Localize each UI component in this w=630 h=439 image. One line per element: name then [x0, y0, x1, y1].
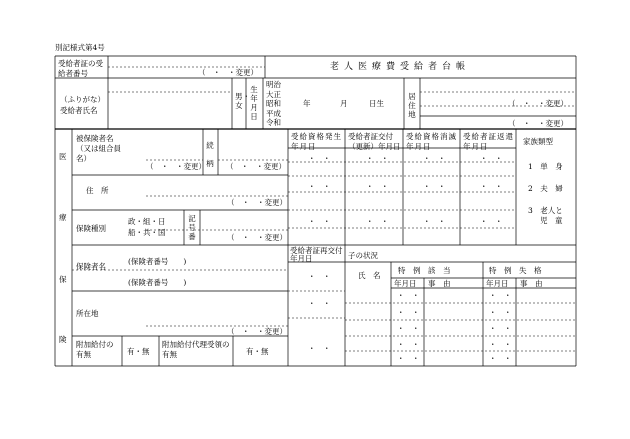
dot-r2c4: ・ ・	[480, 182, 503, 191]
child-dot-b5: ・ ・	[489, 354, 512, 363]
special-lost-label: 特 例 失 格	[489, 266, 542, 275]
dot-r2c2: ・ ・	[366, 182, 389, 191]
col-reissue: 受給者証再交付年月日	[290, 246, 343, 263]
era-meiji: 明治	[266, 80, 281, 89]
insurance-type-row2: 船・共・国	[128, 228, 166, 237]
child-dot-a4: ・ ・	[397, 340, 420, 349]
proxy-value: 有・無	[246, 347, 269, 356]
col-qual-loss: 受給資格消滅年月日	[406, 132, 457, 151]
child-dot-a3: ・ ・	[397, 324, 420, 333]
furigana-label: （ふりがな）	[60, 95, 105, 104]
birth-month-label: 月	[340, 99, 348, 108]
dot-r1c4: ・ ・	[480, 154, 503, 163]
birthdate-label: 生年月日	[250, 85, 258, 121]
family-option-elder-child: 3 老人と	[528, 206, 563, 215]
dot-reissue-3: ・ ・	[308, 344, 331, 353]
proxy-label: 附加給付代理受領の有無	[162, 340, 230, 359]
era-list	[266, 80, 281, 128]
children-name-label: 氏 名	[358, 271, 381, 280]
family-option-couple: 2 夫 婦	[528, 184, 563, 193]
insurer-number-1: (保険者番号 )	[128, 257, 187, 266]
side-label-2: 療	[59, 213, 67, 222]
applicable-reason-label: 事 由	[428, 279, 451, 288]
child-dot-b3: ・ ・	[489, 324, 512, 333]
benefit-value: 有・無	[127, 347, 150, 356]
location-label: 所在地	[76, 309, 99, 318]
applicable-date-label: 年月日	[394, 279, 417, 288]
era-showa: 昭和	[266, 99, 281, 108]
lost-date-label: 年月日	[486, 279, 509, 288]
side-label-3: 保	[59, 275, 67, 284]
dot-r3c4: ・ ・	[480, 217, 503, 226]
birth-year-label: 年	[303, 99, 311, 108]
era-reiwa: 令和	[266, 118, 281, 127]
birth-day-label: 日生	[369, 99, 384, 108]
dot-r2c1: ・ ・	[308, 182, 331, 191]
dot-r3c1: ・ ・	[308, 217, 331, 226]
dot-r2c3: ・ ・	[423, 182, 446, 191]
dot-r1c1: ・ ・	[308, 154, 331, 163]
child-dot-b2: ・ ・	[489, 308, 512, 317]
insurer-number-2: (保険者番号 )	[128, 278, 187, 287]
side-label-1: 医	[59, 152, 67, 161]
lost-reason-label: 事 由	[520, 279, 543, 288]
family-options	[528, 162, 563, 226]
residence-change-1: （ ・ ・変更）	[508, 99, 568, 108]
era-taisho: 大正	[266, 89, 281, 99]
relation-label: 続柄	[206, 141, 214, 168]
child-dot-a2: ・ ・	[397, 308, 420, 317]
form-number: 別記様式第4号	[55, 43, 105, 52]
child-dot-b1: ・ ・	[489, 291, 512, 300]
side-label-4: 険	[59, 335, 67, 344]
dot-reissue-1: ・ ・	[308, 272, 331, 281]
residence-change-2: （ ・ ・変更）	[508, 119, 568, 128]
address-change: （ ・ ・変更）	[227, 198, 287, 207]
family-option-single: 1 単 身	[528, 162, 563, 171]
dot-r3c3: ・ ・	[423, 217, 446, 226]
insurance-type-row1: 政・組・日	[128, 217, 166, 226]
child-dot-a1: ・ ・	[397, 291, 420, 300]
dot-r1c3: ・ ・	[423, 154, 446, 163]
insurance-type-change: （ ・ ・変更）	[227, 233, 287, 242]
recipient-name-label: 受給者氏名	[60, 106, 98, 115]
child-dot-a5: ・ ・	[397, 354, 420, 363]
insured-change: （ ・ ・変更）	[146, 162, 206, 171]
insured-name-label: 被保険者名（又は組合員名）	[76, 134, 121, 163]
family-option-child: 児 童	[540, 216, 563, 225]
insurer-name-label: 保険者名	[76, 262, 106, 271]
era-heisei: 平成	[266, 108, 281, 118]
children-label: 子の状況	[348, 251, 378, 260]
cert-number-change: （ ・ ・変更）	[198, 68, 258, 77]
page-title: 老人医療費受給者台帳	[330, 62, 471, 72]
location-change: （ ・ ・変更）	[227, 327, 287, 336]
dot-r3c2: ・ ・	[366, 217, 389, 226]
special-applicable-label: 特 例 該 当	[398, 266, 451, 275]
col-family-type: 家族類型	[523, 137, 553, 146]
benefit-label: 附加給付の有無	[76, 340, 114, 359]
gender-label: 男・女	[235, 92, 250, 110]
child-dot-b4: ・ ・	[489, 340, 512, 349]
address-label: 住 所	[86, 186, 109, 195]
col-cert-issue: 受給者証交付（更新）年月日	[348, 132, 401, 151]
symbol-label: 記号番	[188, 214, 196, 241]
insurance-type-label: 保険種別	[76, 224, 106, 233]
col-cert-return: 受給者証返還年月日	[463, 132, 514, 151]
residence-label: 居住地	[408, 92, 416, 119]
col-qual-date: 受給資格発生年月日	[291, 132, 342, 151]
dot-r1c2: ・ ・	[366, 154, 389, 163]
relation-change: （ ・ ・変更）	[226, 162, 286, 171]
recipient-cert-number-label: 受給者証の受給者番号	[58, 59, 103, 78]
dot-reissue-2: ・ ・	[308, 299, 331, 308]
